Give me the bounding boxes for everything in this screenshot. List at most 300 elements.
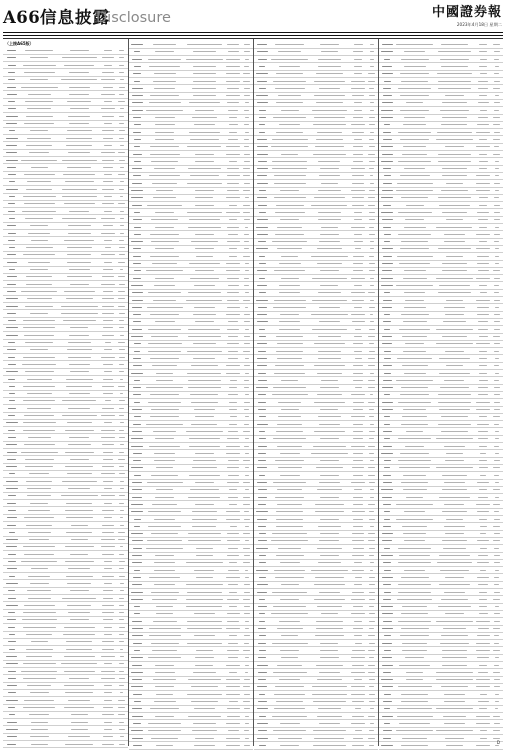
table-cell-text — [479, 285, 487, 286]
table-cell-text — [131, 511, 143, 512]
table-cell-text — [445, 460, 464, 461]
table-cell-text — [120, 269, 123, 270]
table-cell-text — [25, 306, 53, 307]
table-cell-text — [104, 663, 113, 664]
table-cell-text — [227, 307, 240, 308]
table-cell-text — [256, 387, 267, 388]
table-cell-text — [257, 708, 268, 709]
table-cell-text — [23, 386, 55, 387]
table-cell-text — [353, 438, 363, 439]
table-cell-text — [102, 203, 114, 204]
table-cell-text — [8, 627, 15, 628]
table-cell-text — [401, 314, 429, 315]
table-cell-text — [229, 562, 238, 563]
table-cell-text — [245, 665, 249, 666]
table-cell-text — [354, 44, 363, 45]
table-cell-text — [280, 562, 300, 563]
table-cell-text — [258, 489, 267, 490]
table-cell-text — [495, 708, 498, 709]
table-cell-text — [102, 576, 113, 577]
table-cell-text — [439, 285, 470, 286]
table-cell-text — [71, 729, 88, 730]
table-cell-text — [276, 701, 304, 702]
table-cell-text — [245, 358, 249, 359]
table-cell-text — [438, 161, 471, 162]
table-cell-text — [227, 540, 240, 541]
table-cell-text — [441, 124, 467, 125]
table-cell-text — [67, 583, 91, 584]
table-cell-text — [133, 175, 141, 176]
table-cell-text — [442, 336, 467, 337]
table-cell-text — [311, 453, 348, 454]
table-cell-text — [134, 212, 141, 213]
table-cell-text — [7, 50, 16, 51]
table-cell-text — [275, 234, 304, 235]
table-cell-text — [440, 643, 468, 644]
table-cell-text — [382, 154, 393, 155]
table-cell-text — [311, 570, 348, 571]
table-cell-text — [28, 576, 50, 577]
table-cell-text — [494, 424, 499, 425]
table-cell-text — [66, 145, 92, 146]
table-cell-text — [400, 139, 429, 140]
table-cell-text — [369, 613, 375, 614]
table-cell-text — [188, 168, 221, 169]
table-cell-text — [494, 321, 500, 322]
table-cell-text — [6, 700, 18, 701]
table-cell-text — [494, 73, 499, 74]
table-cell-text — [102, 510, 113, 511]
table-cell-text — [9, 386, 15, 387]
table-cell-text — [321, 380, 338, 381]
table-cell-text — [436, 343, 473, 344]
table-cell-text — [131, 446, 143, 447]
table-cell-text — [30, 503, 48, 504]
table-cell-text — [134, 380, 140, 381]
table-cell-text — [493, 628, 500, 629]
table-cell-text — [104, 634, 111, 635]
table-cell-text — [156, 613, 173, 614]
table-cell-text — [272, 716, 307, 717]
table-cell-text — [318, 219, 341, 220]
table-cell-text — [119, 598, 125, 599]
table-cell-text — [133, 321, 141, 322]
table-cell-text — [195, 154, 215, 155]
table-cell-text — [102, 130, 114, 131]
table-cell-text — [151, 643, 179, 644]
table-cell-text — [352, 511, 365, 512]
table-cell-text — [383, 132, 391, 133]
table-cell-text — [354, 110, 362, 111]
table-cell-text — [370, 278, 374, 279]
table-cell-text — [24, 415, 54, 416]
table-cell-text — [245, 540, 249, 541]
table-cell-text — [404, 511, 425, 512]
table-cell-text — [190, 489, 219, 490]
table-cell-text — [119, 72, 124, 73]
table-cell-text — [6, 539, 18, 540]
table-cell-text — [311, 205, 347, 206]
table-cell-text — [369, 701, 375, 702]
table-cell-text — [134, 161, 141, 162]
table-cell-text — [369, 453, 374, 454]
table-cell-text — [351, 416, 365, 417]
table-cell-text — [477, 540, 489, 541]
table-cell-text — [479, 161, 488, 162]
table-cell-text — [61, 313, 98, 314]
table-cell-text — [480, 453, 487, 454]
table-cell-text — [132, 482, 142, 483]
table-cell-text — [397, 716, 433, 717]
table-cell-text — [480, 548, 487, 549]
table-cell-text — [146, 270, 183, 271]
table-cell-text — [258, 161, 267, 162]
table-cell-text — [478, 701, 489, 702]
table-cell-text — [352, 175, 365, 176]
table-cell-text — [396, 504, 433, 505]
table-cell-text — [351, 657, 366, 658]
table-cell-text — [444, 380, 464, 381]
table-cell-text — [495, 438, 499, 439]
table-cell-text — [259, 416, 266, 417]
table-cell-text — [8, 495, 16, 496]
table-cell-text — [478, 270, 489, 271]
table-cell-text — [146, 110, 183, 111]
table-cell-text — [189, 263, 219, 264]
table-cell-text — [442, 511, 467, 512]
table-cell-text — [67, 101, 91, 102]
table-cell-text — [280, 453, 300, 454]
table-cell-text — [151, 533, 178, 534]
table-cell-text — [353, 270, 363, 271]
table-cell-text — [381, 212, 393, 213]
table-cell-text — [6, 729, 18, 730]
table-cell-text — [102, 649, 113, 650]
table-cell-text — [383, 599, 391, 600]
table-cell-text — [24, 517, 55, 518]
table-cell-text — [281, 584, 299, 585]
table-cell-text — [353, 548, 364, 549]
table-cell-text — [101, 108, 115, 109]
table-cell-text — [398, 212, 432, 213]
table-cell-text — [61, 663, 97, 664]
table-cell-text — [439, 358, 470, 359]
table-cell-text — [146, 387, 182, 388]
table-cell-text — [402, 526, 427, 527]
table-cell-text — [404, 66, 426, 67]
table-cell-text — [191, 365, 217, 366]
table-cell-text — [494, 686, 499, 687]
table-cell-text — [7, 568, 17, 569]
table-cell-text — [103, 138, 114, 139]
table-cell-text — [368, 73, 375, 74]
table-cell-text — [277, 665, 301, 666]
table-cell-text — [398, 686, 432, 687]
table-cell-text — [66, 503, 92, 504]
table-cell-text — [320, 657, 338, 658]
table-cell-text — [353, 380, 363, 381]
table-cell-text — [68, 357, 91, 358]
table-cell-text — [258, 351, 266, 352]
table-cell-text — [245, 621, 249, 622]
table-cell-text — [317, 606, 342, 607]
table-cell-text — [405, 446, 424, 447]
table-cell-text — [64, 291, 95, 292]
table-cell-text — [354, 679, 361, 680]
table-cell-text — [478, 88, 489, 89]
table-cell-text — [494, 329, 499, 330]
table-cell-text — [494, 402, 501, 403]
table-cell-text — [352, 570, 363, 571]
table-cell-text — [244, 511, 249, 512]
table-cell-text — [404, 227, 426, 228]
table-cell-text — [64, 656, 95, 657]
table-cell-text — [195, 482, 214, 483]
table-cell-text — [148, 292, 180, 293]
table-cell-text — [156, 694, 173, 695]
table-cell-text — [313, 701, 345, 702]
table-cell-text — [8, 65, 16, 66]
table-cell-text — [195, 416, 215, 417]
table-cell-text — [368, 650, 375, 651]
table-cell-text — [131, 467, 143, 468]
table-cell-text — [7, 619, 16, 620]
table-cell-text — [272, 533, 307, 534]
table-cell-text — [320, 409, 338, 410]
table-cell-text — [154, 460, 175, 461]
table-cell-text — [119, 138, 124, 139]
table-cell-text — [319, 723, 340, 724]
table-cell-text — [479, 489, 486, 490]
table-cell-text — [258, 628, 265, 629]
table-cell-text — [119, 722, 124, 723]
table-cell-text — [195, 657, 213, 658]
table-cell-text — [383, 95, 392, 96]
table-cell-text — [119, 437, 125, 438]
table-cell-text — [353, 161, 363, 162]
table-cell-text — [228, 285, 239, 286]
table-cell-text — [21, 452, 58, 453]
table-cell-text — [119, 320, 124, 321]
table-cell-text — [151, 336, 178, 337]
table-cell-text — [65, 546, 94, 547]
table-cell-text — [479, 139, 487, 140]
table-cell-text — [6, 488, 18, 489]
table-cell-text — [396, 380, 432, 381]
table-cell-text — [244, 248, 249, 249]
table-cell-text — [353, 365, 363, 366]
table-cell-text — [258, 540, 267, 541]
table-cell-text — [119, 685, 124, 686]
table-cell-text — [68, 612, 90, 613]
table-cell-text — [131, 533, 143, 534]
table-cell-text — [132, 183, 143, 184]
table-cell-text — [476, 650, 491, 651]
table-cell-text — [257, 175, 267, 176]
table-cell-text — [354, 102, 361, 103]
table-cell-text — [273, 117, 306, 118]
table-cell-text — [27, 685, 51, 686]
table-cell-text — [243, 701, 250, 702]
table-cell-text — [405, 343, 424, 344]
table-cell-text — [102, 57, 114, 58]
table-cell-text — [8, 320, 16, 321]
table-cell-text — [404, 270, 426, 271]
table-cell-text — [494, 292, 499, 293]
table-cell-text — [62, 481, 97, 482]
table-cell-text — [8, 72, 15, 73]
table-cell-text — [186, 300, 222, 301]
table-cell-text — [369, 95, 375, 96]
table-cell-text — [104, 517, 112, 518]
table-cell-text — [245, 628, 249, 629]
table-cell-text — [257, 424, 268, 425]
table-cell-text — [401, 81, 428, 82]
table-cell-text — [191, 241, 218, 242]
table-cell-text — [354, 562, 363, 563]
table-cell-text — [258, 402, 266, 403]
table-cell-text — [229, 124, 238, 125]
table-cell-text — [383, 88, 391, 89]
table-cell-text — [277, 489, 301, 490]
table-cell-text — [150, 416, 180, 417]
table-cell-text — [257, 343, 267, 344]
table-cell-text — [442, 657, 468, 658]
table-cell-text — [244, 154, 250, 155]
table-cell-text — [186, 606, 222, 607]
table-cell-text — [278, 416, 300, 417]
table-cell-text — [369, 146, 375, 147]
table-cell-text — [317, 394, 342, 395]
table-cell-text — [6, 444, 17, 445]
table-cell-text — [368, 446, 375, 447]
table-cell-text — [146, 548, 183, 549]
table-cell-text — [476, 716, 490, 717]
table-cell-text — [101, 671, 115, 672]
table-cell-text — [381, 161, 393, 162]
table-cell-text — [155, 248, 174, 249]
table-cell-text — [278, 51, 301, 52]
table-cell-text — [445, 314, 464, 315]
table-cell-text — [226, 694, 240, 695]
table-cell-text — [320, 555, 339, 556]
table-cell-text — [6, 116, 18, 117]
table-cell-text — [245, 657, 249, 658]
table-cell-text — [403, 321, 427, 322]
table-cell-text — [30, 313, 48, 314]
table-cell-text — [479, 205, 487, 206]
table-cell-text — [494, 562, 500, 563]
table-cell-text — [257, 592, 267, 593]
table-cell-text — [382, 402, 393, 403]
table-cell-text — [25, 218, 53, 219]
continuation-label: （上接A65版） — [5, 41, 34, 46]
table-cell-text — [479, 154, 487, 155]
table-cell-text — [132, 540, 143, 541]
table-cell-text — [244, 365, 250, 366]
table-cell-text — [7, 517, 17, 518]
table-cell-text — [495, 256, 500, 257]
table-cell-text — [400, 453, 430, 454]
table-cell-text — [354, 219, 361, 220]
table-cell-text — [8, 101, 15, 102]
table-cell-text — [187, 183, 222, 184]
table-cell-text — [314, 402, 344, 403]
table-cell-text — [257, 686, 267, 687]
table-cell-text — [244, 278, 249, 279]
table-cell-text — [27, 138, 51, 139]
table-cell-text — [62, 57, 97, 58]
table-cell-text — [132, 431, 143, 432]
table-cell-text — [134, 606, 140, 607]
table-cell-text — [190, 139, 219, 140]
table-cell-text — [132, 205, 142, 206]
table-cell-text — [382, 190, 393, 191]
table-cell-text — [102, 335, 114, 336]
table-cell-text — [401, 387, 428, 388]
table-cell-text — [120, 233, 124, 234]
table-cell-text — [273, 387, 306, 388]
table-cell-text — [495, 570, 499, 571]
table-cell-text — [6, 123, 17, 124]
table-cell-text — [438, 88, 471, 89]
table-cell-text — [7, 313, 16, 314]
table-cell-text — [245, 577, 249, 578]
table-cell-text — [369, 621, 375, 622]
table-cell-text — [436, 329, 473, 330]
table-cell-text — [27, 379, 52, 380]
table-cell-text — [446, 219, 463, 220]
table-cell-text — [61, 79, 97, 80]
table-cell-text — [65, 692, 93, 693]
table-cell-text — [153, 300, 175, 301]
table-cell-text — [314, 95, 345, 96]
table-cell-text — [64, 203, 95, 204]
table-cell-text — [493, 416, 500, 417]
table-cell-text — [351, 314, 365, 315]
table-cell-text — [384, 570, 391, 571]
table-cell-text — [243, 686, 250, 687]
table-cell-text — [243, 351, 250, 352]
table-cell-text — [383, 701, 392, 702]
table-cell-text — [370, 723, 374, 724]
table-cell-text — [227, 168, 240, 169]
table-cell-text — [21, 561, 57, 562]
table-cell-text — [101, 218, 115, 219]
table-cell-text — [439, 409, 470, 410]
table-cell-text — [315, 511, 344, 512]
table-cell-text — [441, 686, 468, 687]
table-cell-text — [153, 679, 175, 680]
table-cell-text — [369, 555, 374, 556]
table-cell-text — [351, 88, 366, 89]
table-cell-text — [319, 672, 339, 673]
table-cell-text — [148, 329, 181, 330]
table-cell-text — [228, 394, 239, 395]
table-cell-text — [440, 387, 469, 388]
table-cell-text — [276, 555, 304, 556]
table-cell-text — [257, 584, 268, 585]
table-cell-text — [316, 73, 343, 74]
table-cell-text — [119, 612, 124, 613]
table-cell-text — [188, 497, 220, 498]
table-cell-text — [352, 650, 365, 651]
table-cell-text — [195, 270, 214, 271]
table-cell-text — [272, 592, 308, 593]
table-cell-text — [479, 227, 487, 228]
table-column-2 — [129, 39, 254, 746]
table-cell-text — [118, 262, 125, 263]
